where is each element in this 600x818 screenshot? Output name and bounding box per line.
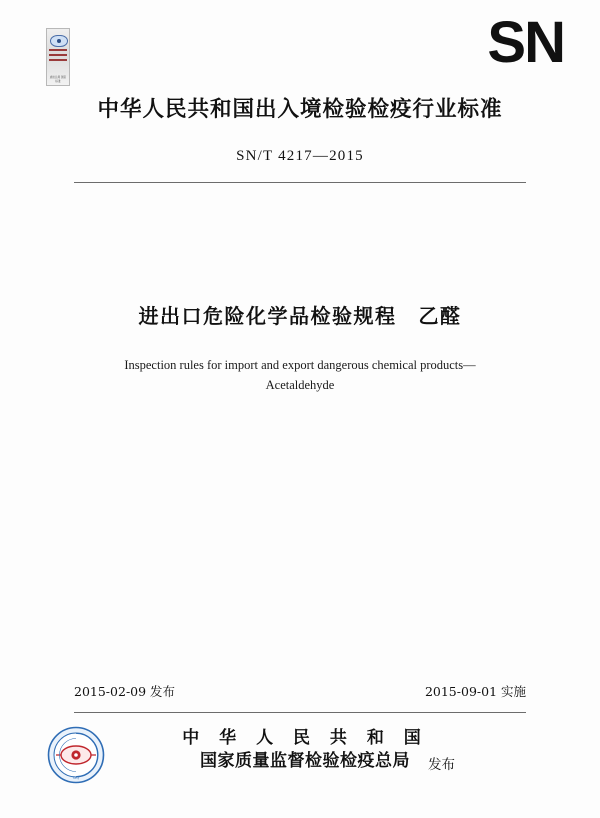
- inspection-quarantine-mark: [46, 28, 68, 84]
- page-title: [0, 300, 600, 329]
- eye-icon: [50, 35, 68, 47]
- header-divider: [74, 182, 526, 183]
- english-title-line-1: Inspection rules for import and export dangerous chemical products—: [124, 358, 476, 372]
- mark-bar: [49, 59, 67, 61]
- english-title-line-2: Acetaldehyde: [265, 378, 335, 392]
- english-title: [60, 355, 540, 395]
- page-title-main: 进出口危险化学品检验规程: [138, 304, 397, 328]
- sn-logo-text: SN: [487, 10, 564, 75]
- issuer-line-2: 国家质量监督检验检疫总局: [200, 751, 410, 771]
- effective-date: 2015-09-01 实施: [424, 684, 526, 699]
- issuer-name: [150, 727, 460, 773]
- page-title-substance: 乙醛: [418, 304, 462, 328]
- mark-bar: [49, 54, 67, 56]
- footer-divider: [74, 712, 526, 713]
- issue-date: 2015-02-09 发布: [74, 684, 176, 699]
- issuer-line-1: 中 华 人 民 共 和 国: [182, 728, 428, 748]
- issuer-publish-label: 发布: [428, 757, 455, 773]
- mark-caption: 质检总局 国家标准: [49, 76, 67, 83]
- issuer-block: [0, 725, 600, 785]
- mark-box: [46, 28, 70, 86]
- dates-row: [74, 682, 526, 700]
- standard-number: SN/T 4217—2015: [236, 148, 364, 164]
- standard-series-title: 中华人民共和国出入境检验检疫行业标准: [97, 97, 503, 122]
- svg-text:CIQ: CIQ: [73, 776, 79, 781]
- mark-bar: [49, 49, 67, 51]
- sn-logo-block: [487, 10, 564, 75]
